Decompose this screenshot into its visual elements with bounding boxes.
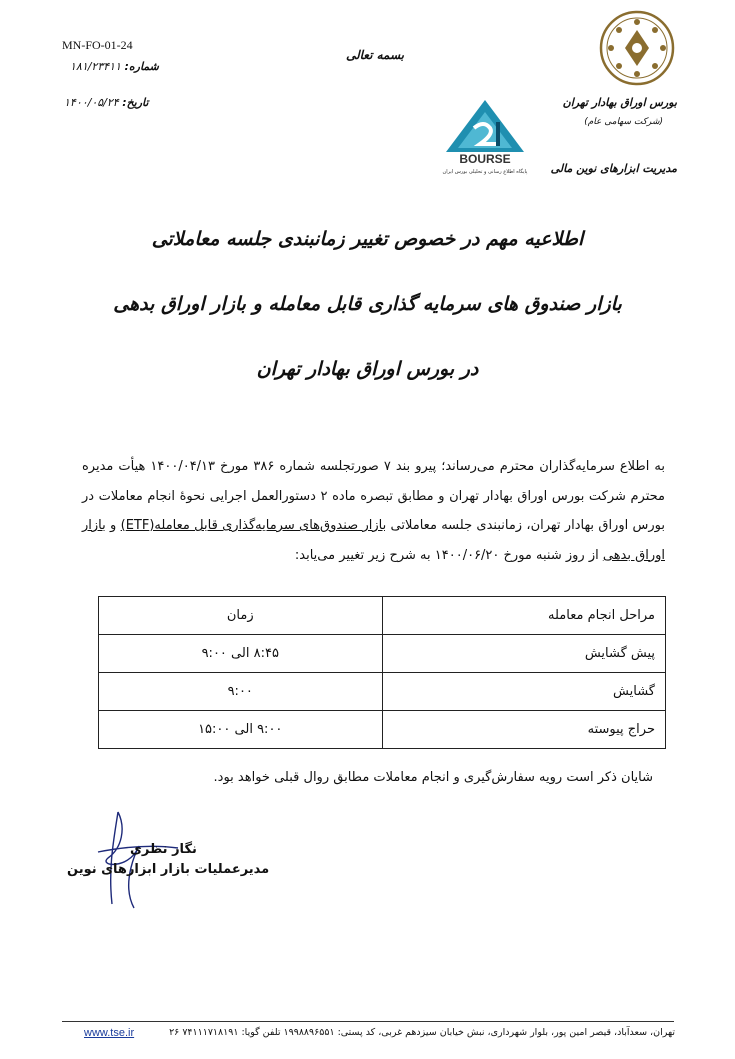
- table-row: [99, 711, 666, 749]
- closing-note: شایان ذکر است رویه سفارش‌گیری و انجام معاملات مطابق روال قبلی خواهد بود.: [213, 770, 653, 785]
- bourse-logo-text: BOURSE: [459, 152, 511, 166]
- signer-name: نگار نظری: [130, 842, 197, 857]
- department-name: مدیریت ابزارهای نوین مالی: [550, 162, 677, 175]
- schedule-table: [98, 596, 666, 749]
- bourse-logo-subtext: پایگاه اطلاع رسانی و تحلیلی بورس ایران: [442, 169, 528, 175]
- letter-number-label: شماره:: [124, 60, 159, 73]
- letter-number: [70, 60, 159, 73]
- bourse-logo: [440, 98, 530, 176]
- body-part-3: از روز شنبه مورخ ۱۴۰۰/۰۶/۲۰ به شرح زیر تغییر می‌یابد:: [294, 547, 603, 563]
- body-part-2: و: [105, 518, 121, 533]
- footer-address: تهران، سعدآباد، قیصر امین پور، بلوار شهرداری، نبش خیابان سیزدهم غربی، کد پستی: ۱۹۹۸۸۹۶۵۵۱ تلفن گویا: ۷۴۱۱۱۷۱۸۱۹۱ ۲۶: [169, 1027, 675, 1038]
- handwritten-signature: [78, 808, 188, 914]
- form-code: MN-FO-01-24: [62, 38, 133, 52]
- title-line-1: اطلاعیه مهم در خصوص تغییر زمانبندی جلسه معاملاتی: [151, 228, 584, 250]
- row-time: ۹:۰۰: [99, 673, 383, 711]
- letter-date-value: ۱۴۰۰/۰۵/۲۴: [64, 96, 119, 109]
- body-part-1: به اطلاع سرمایه‌گذاران محترم می‌رساند؛ پیرو بند ۷ صورتجلسه شماره ۳۸۶ مورخ ۱۴۰۰/۰۴/۱۳ هیأت مدیره محترم شرکت بورس اوراق بهادار تهران و مطابق تبصره ماده ۲ دستورالعمل اجرایی نحوهٔ انجام معاملات در بورس اوراق بهادار تهران، زمانبندی جلسه معاملاتی: [82, 459, 666, 533]
- row-stage: حراج پیوسته: [382, 711, 666, 749]
- letter-date-label: تاریخ:: [122, 96, 149, 109]
- table-header-row: [99, 597, 666, 635]
- title-line-2: بازار صندوق های سرمایه گذاری قابل معامله و بازار اوراق بدهی: [113, 293, 622, 315]
- letter-number-value: ۱۸۱/۲۳۴۱۱: [70, 60, 121, 73]
- letter-date: [64, 96, 148, 109]
- announcement-body: [82, 452, 665, 570]
- website-link[interactable]: www.tse.ir: [84, 1027, 135, 1039]
- row-time: ۸:۴۵ الی ۹:۰۰: [99, 635, 383, 673]
- organization-name: بورس اوراق بهادار تهران: [562, 96, 677, 109]
- header-stage: مراحل انجام معامله: [382, 597, 666, 635]
- tse-seal-logo: [599, 10, 675, 86]
- row-time: ۹:۰۰ الی ۱۵:۰۰: [99, 711, 383, 749]
- header-time: زمان: [99, 597, 383, 635]
- signer-title: مدیرعملیات بازار ابزارهای نوین: [67, 862, 270, 877]
- row-stage: پیش گشایش: [382, 635, 666, 673]
- debt-market-underlined: بازار اوراق بدهی: [82, 518, 665, 563]
- organization-type: (شرکت سهامی عام): [584, 117, 663, 127]
- table-row: [99, 635, 666, 673]
- title-line-3: در بورس اوراق بهادار تهران: [256, 358, 479, 380]
- basmala: بسمه تعالی: [345, 48, 405, 62]
- etf-market-underlined: بازار صندوق‌های سرمایه‌گذاری قابل معامله(ETF): [120, 518, 387, 533]
- table-row: [99, 673, 666, 711]
- row-stage: گشایش: [382, 673, 666, 711]
- footer-divider: [62, 1021, 674, 1022]
